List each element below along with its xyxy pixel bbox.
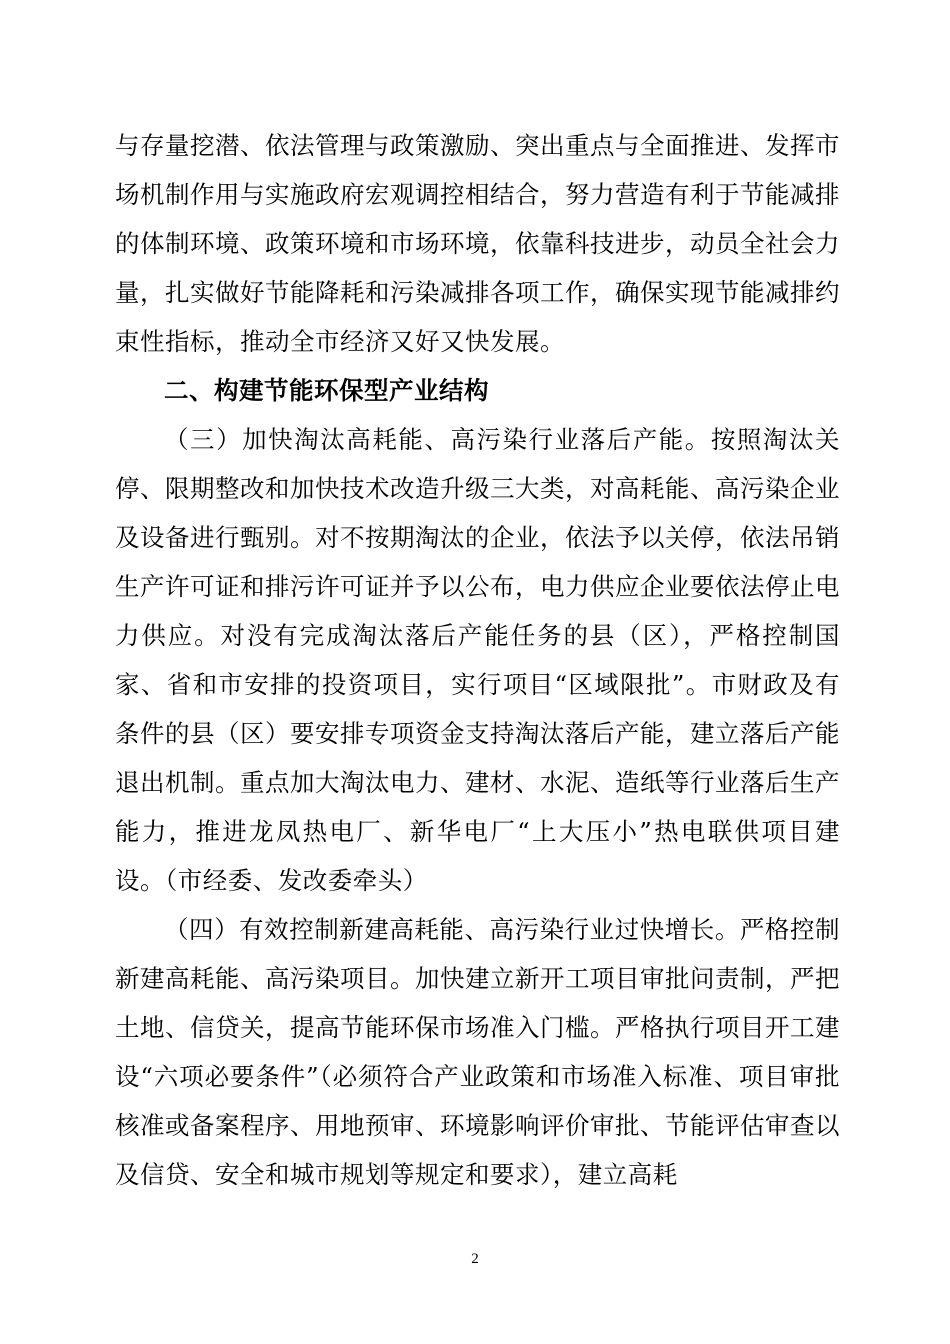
- paragraph-continuation: 与存量挖潜、依法管理与政策激励、突出重点与全面推进、发挥市场机制作用与实施政府宏观调控相结合，努力营造有利于节能减排的体制环境、政策环境和市场环境，依靠科技进步，动员全社会力量，扎实做好节能降耗和污染减排各项工作，确保实现节能减排约束性指标，推动全市经济又好又快发展。: [115, 131, 840, 356]
- paragraph-item-3: （三）加快淘汰高耗能、高污染行业落后产能。按照淘汰关停、限期整改和加快技术改造升级三大类，对高耗能、高污染企业及设备进行甄别。对不按期淘汰的企业，依法予以关停，依法吊销生产许可证和排污许可证并予以公布，电力供应企业要依法停止电力供应。对没有完成淘汰落后产能任务的县（区），严格控制国家、省和市安排的投资项目，实行项目“区域限批”。市财政及有条件的县（区）要安排专项资金支持淘汰落后产能，建立落后产能退出机制。重点加大淘汰电力、建材、水泥、造纸等行业落后生产能力，推进龙凤热电厂、新华电厂“上大压小”热电联供项目建设。（市经委、发改委牵头）: [115, 425, 840, 895]
- document-body: [115, 121, 840, 1199]
- paragraph-item-4: （四）有效控制新建高耗能、高污染行业过快增长。严格控制新建高耗能、高污染项目。加快建立新开工项目审批问责制，严把土地、信贷关，提高节能环保市场准入门槛。严格执行项目开工建设“六项必要条件”（必须符合产业政策和市场准入标准、项目审批核准或备案程序、用地预审、环境影响评价审批、节能评估审查以及信贷、安全和城市规划等规定和要求），建立高耗: [115, 915, 840, 1189]
- section-heading: 二、构建节能环保型产业结构: [164, 376, 489, 405]
- page-number: 2: [471, 1251, 479, 1267]
